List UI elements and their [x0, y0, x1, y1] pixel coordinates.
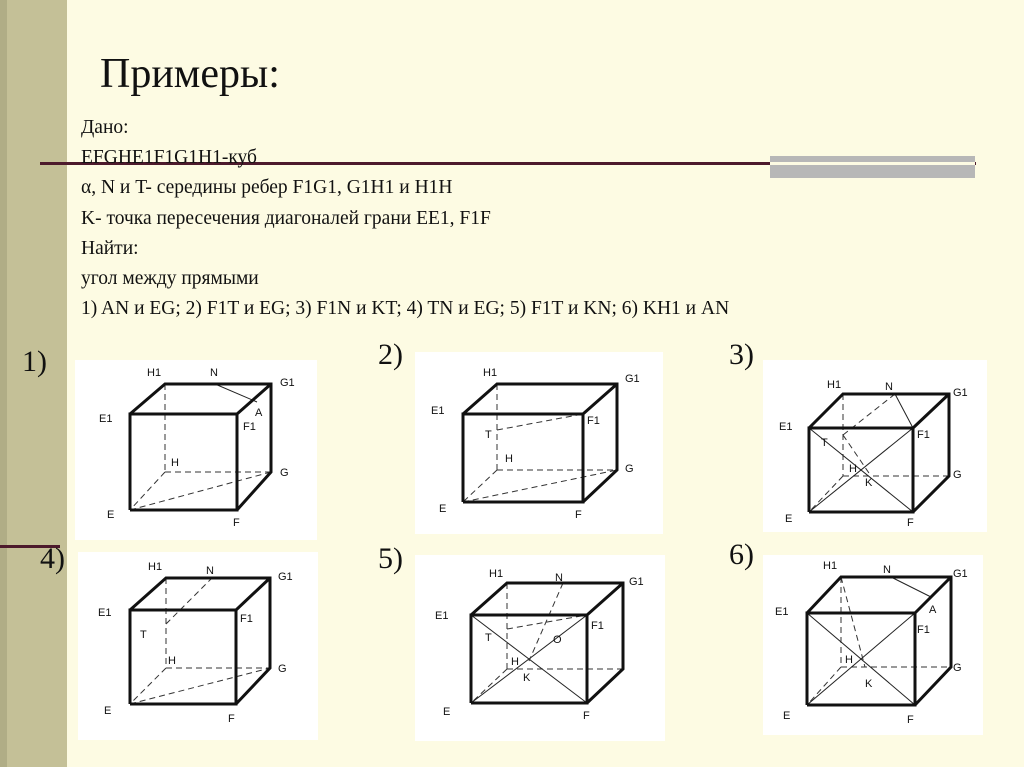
label-g1: G1	[280, 377, 295, 389]
figure-3	[763, 360, 987, 532]
figure-1	[75, 360, 317, 540]
label-n: N	[555, 572, 563, 584]
left-side-bar-edge	[0, 0, 7, 767]
label-k: K	[523, 672, 531, 684]
cube-diagram-4	[78, 552, 318, 740]
label-f1: F1	[243, 421, 256, 433]
label-g1: G1	[629, 576, 644, 588]
label-f1: F1	[240, 613, 253, 625]
cube-diagram-5	[415, 555, 665, 741]
label-f: F	[583, 710, 590, 722]
label-h1: H1	[483, 367, 498, 379]
label-n: N	[885, 381, 893, 393]
label-e1: E1	[435, 610, 449, 622]
label-e: E	[439, 503, 447, 515]
figure-4-number: 4)	[40, 542, 65, 575]
given-cube: EFGHE1F1G1H1-куб	[81, 147, 257, 169]
label-h: H	[505, 453, 513, 465]
label-k: K	[865, 477, 873, 489]
figure-1-number: 1)	[22, 345, 47, 378]
label-e: E	[783, 710, 791, 722]
label-h: H	[845, 654, 853, 666]
label-g: G	[278, 663, 287, 675]
find-heading: Найти:	[81, 237, 139, 259]
label-k: K	[865, 678, 873, 690]
label-e: E	[785, 513, 793, 525]
label-t: T	[140, 629, 147, 641]
label-e1: E1	[98, 607, 112, 619]
label-t: T	[485, 429, 492, 441]
label-n: N	[206, 565, 214, 577]
figure-5	[415, 555, 665, 741]
label-e: E	[104, 705, 112, 717]
label-g1: G1	[278, 571, 293, 583]
label-g: G	[953, 469, 962, 481]
label-h1: H1	[147, 367, 162, 379]
label-f1: F1	[591, 620, 604, 632]
find-tasks: 1) AN и EG; 2) F1T и EG; 3) F1N и KT; 4) TN и EG; 5) F1T и KN; 6) KH1 и AN	[81, 298, 730, 320]
left-side-bar	[0, 0, 67, 767]
label-g1: G1	[953, 568, 968, 580]
label-h1: H1	[489, 568, 504, 580]
label-g1: G1	[953, 387, 968, 399]
cube-diagram-1	[75, 360, 317, 540]
given-point-k: K- точка пересечения диагоналей грани EE1, F1F	[81, 207, 491, 229]
label-e1: E1	[99, 413, 113, 425]
figure-5-number: 5)	[378, 542, 403, 575]
label-f1: F1	[917, 429, 930, 441]
label-f: F	[233, 517, 240, 529]
label-f1: F1	[917, 624, 930, 636]
label-f: F	[575, 509, 582, 521]
label-g: G	[625, 463, 634, 475]
label-h: H	[849, 463, 857, 475]
figure-6	[763, 555, 983, 735]
label-e: E	[443, 706, 451, 718]
figure-6-number: 6)	[729, 538, 754, 571]
label-t: T	[485, 632, 492, 644]
cube-diagram-2	[415, 352, 663, 534]
label-g1: G1	[625, 373, 640, 385]
label-n: N	[883, 564, 891, 576]
label-t: T	[821, 437, 828, 449]
label-a: A	[929, 604, 937, 616]
label-h1: H1	[148, 561, 163, 573]
label-g: G	[280, 467, 289, 479]
label-e: E	[107, 509, 115, 521]
figure-2-number: 2)	[378, 338, 403, 371]
label-h: H	[168, 655, 176, 667]
label-h: H	[511, 656, 519, 668]
label-g: G	[953, 662, 962, 674]
figure-4	[78, 552, 318, 740]
cube-diagram-3	[763, 360, 987, 532]
slide-title: Примеры:	[100, 51, 280, 97]
find-angle: угол между прямыми	[81, 268, 259, 290]
label-f: F	[228, 713, 235, 725]
problem-statement	[81, 113, 981, 324]
cube-diagram-6	[763, 555, 983, 735]
given-midpoints: α, N и T- середины ребер F1G1, G1H1 и H1H	[81, 177, 453, 199]
label-h1: H1	[827, 379, 842, 391]
label-e1: E1	[431, 405, 445, 417]
figure-2	[415, 352, 663, 534]
label-a: A	[255, 407, 263, 419]
label-f: F	[907, 714, 914, 726]
label-e1: E1	[775, 606, 789, 618]
label-h: H	[171, 457, 179, 469]
label-f1: F1	[587, 415, 600, 427]
label-e1: E1	[779, 421, 793, 433]
label-o: O	[553, 634, 562, 646]
label-n: N	[210, 367, 218, 379]
figure-3-number: 3)	[729, 338, 754, 371]
label-f: F	[907, 517, 914, 529]
label-h1: H1	[823, 560, 838, 572]
given-heading: Дано:	[81, 117, 129, 138]
